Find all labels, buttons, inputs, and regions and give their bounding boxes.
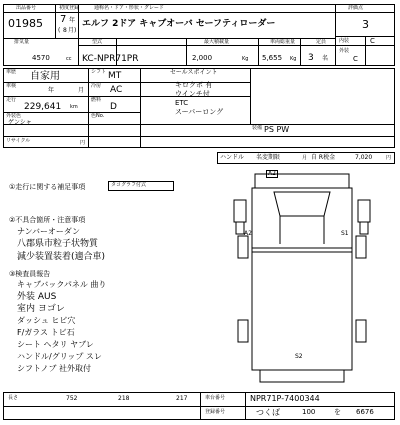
- meter-label: タコグラフ付式: [111, 182, 147, 188]
- inspection-label: 車検: [6, 83, 17, 89]
- model-code: KC-NPR71PR: [82, 54, 139, 64]
- interior-value: C: [370, 37, 375, 45]
- displacement-label: 排気量: [14, 39, 30, 45]
- history-label: 車歴: [6, 69, 17, 75]
- plate-class: 100: [302, 408, 316, 416]
- defects-heading: ②不具合箇所・注意事項: [9, 216, 86, 224]
- displacement-unit: cc: [66, 56, 72, 62]
- interior-label: 内装: [339, 38, 350, 44]
- inspector-line: 外装 AUS: [17, 292, 57, 302]
- gross-unit: Kg: [290, 56, 297, 62]
- reg-month-unit: 月: [68, 27, 75, 34]
- reg-year: 7: [60, 14, 67, 25]
- sales-points-title: セールスポイント: [170, 69, 218, 76]
- auction-sheet: 出品番号 01985 初度登録 7 年 ( 8 月 ) 通称名・ドア・形状・グレード エルフ 2ドア キャブオーバ セーフティローダー 評価点 3 排気量 4570 cc 型式 KC-NPR71PR 最大積載量 2,000 Kg 車両総重量 5,655 Kg 定員 3 名 内装 C 外装 C 車歴 自家用 シフト MT 車検 年 月 冷房 AC 走行 229,641 km 燃料 D 外装色 ゲンシャ 色No. リサイクル 円 セールスポイント キロクボ 有 ウインチ付 ETC スーパーロング 装備 PS PW ハンドル 名変期限 月 自 R税金 7,020 円 ①走行に関する補足事項 タコグラフ付式 ②不具合箇所・注意事項 ナンバーオーダン 八郡県市粒子状物質 減少装置装着(適合車) ③検査員報告 キャブバックパネル 曲り 外装 AUS 室内 ヨゴレ ダッシュ ヒビ穴 F/ガラス トビ石 シート ヘタリ ヤブレ ハンドル/グリップ スレ シフトノブ 社外取付 A2 A2 S1 S2 長さ 752 218 217 車台番号 NPR71P-7400344 登録番号 つくば 100 を 6676: [0, 0, 400, 425]
- inspection-year-unit: 年: [48, 87, 55, 94]
- owner-change-label: 名変期限: [256, 154, 281, 161]
- lot-number: 01985: [8, 17, 43, 30]
- inspector-heading: ③検査員報告: [9, 270, 51, 278]
- sales-point-item: スーパーロング: [175, 108, 224, 116]
- shift-label: シフト: [91, 69, 107, 75]
- period-unit: 月: [302, 155, 308, 161]
- history-value: 自家用: [30, 71, 60, 82]
- damage-mark: S1: [341, 230, 349, 237]
- sales-point-item: キロクボ 有: [175, 81, 213, 89]
- inspector-line: F/ガラス トビ石: [17, 328, 75, 337]
- first-reg-label: 初度登録: [59, 5, 80, 11]
- mileage-unit: km: [70, 104, 78, 110]
- inspection-month-unit: 月: [78, 87, 85, 94]
- equipment-label: 装備: [252, 125, 263, 131]
- sales-point-item: ETC: [175, 99, 189, 107]
- mileage-notes-heading: ①走行に関する補足事項: [9, 183, 86, 191]
- mileage-label: 走行: [6, 97, 17, 103]
- gross-label: 車両総重量: [270, 39, 296, 45]
- color-value: ゲンシャ: [8, 119, 32, 126]
- ac-value: AC: [110, 85, 123, 95]
- grade-label: 評価点: [348, 5, 364, 11]
- seats-unit: 名: [322, 55, 329, 62]
- reg-year-unit: 年: [69, 17, 76, 24]
- tax-unit: 円: [386, 155, 392, 161]
- seats-label: 定員: [316, 39, 327, 45]
- color-no-label: 色No.: [91, 113, 105, 119]
- tax-value: 7,020: [355, 154, 373, 161]
- inspector-line: ハンドル/グリップ スレ: [17, 352, 102, 361]
- equipment-value: PS PW: [264, 125, 290, 134]
- tax-label: 自 R税金: [311, 154, 336, 161]
- width-value: 218: [118, 395, 130, 402]
- ac-label: 冷房: [91, 83, 102, 89]
- plate-kana: を: [334, 408, 341, 416]
- mileage-value: 229,641: [24, 102, 62, 112]
- length-label: 長さ: [8, 395, 19, 401]
- recycle-label: リサイクル: [6, 138, 31, 144]
- damage-mark: A2: [268, 170, 276, 177]
- plate-region: つくば: [256, 408, 280, 417]
- inspector-line: シフトノブ 社外取付: [17, 364, 92, 373]
- reg-month: 8: [63, 27, 67, 34]
- defect-line: 八郡県市粒子状物質: [17, 239, 99, 249]
- displacement: 4570: [32, 54, 50, 62]
- inspector-line: シート ヘタリ ヤブレ: [17, 340, 94, 349]
- inspector-line: キャブバックパネル 曲り: [17, 280, 107, 289]
- chassis-label: 車台番号: [205, 395, 226, 401]
- model-name: エルフ 2ドア キャブオーバ セーフティローダー: [82, 19, 276, 29]
- ext-value: C: [353, 55, 358, 63]
- model-label: 通称名・ドア・形状・グレード: [94, 5, 164, 11]
- capacity-label: 最大積載量: [204, 39, 230, 45]
- defect-line: 減少装置装着(適合車): [17, 252, 106, 262]
- inspector-line: 室内 ヨゴレ: [17, 304, 65, 314]
- chassis-number: NPR71P-7400344: [250, 394, 320, 403]
- gross: 5,655: [262, 54, 283, 62]
- ext-label: 外装: [339, 48, 350, 54]
- fuel-value: D: [110, 102, 117, 112]
- capacity-unit: Kg: [242, 56, 249, 62]
- height-value: 217: [176, 395, 188, 402]
- damage-mark: S2: [295, 353, 303, 360]
- inspector-line: ダッシュ ヒビ穴: [17, 316, 76, 325]
- plate-number: 6676: [356, 408, 374, 416]
- fuel-label: 燃料: [91, 97, 102, 103]
- shift-value: MT: [108, 71, 122, 81]
- recycle-unit: 円: [80, 140, 86, 146]
- damage-mark: A2: [244, 230, 252, 237]
- defect-line: ナンバーオーダン: [17, 227, 80, 236]
- handle-label: ハンドル: [220, 154, 245, 161]
- lot-number-label: 出品番号: [16, 5, 37, 11]
- color-label: 外装色: [6, 113, 22, 119]
- plate-label: 登録番号: [205, 409, 226, 415]
- model-code-label: 型式: [92, 39, 103, 45]
- grade-value: 3: [362, 18, 369, 31]
- sales-point-item: ウインチ付: [175, 90, 210, 98]
- capacity: 2,000: [192, 54, 213, 62]
- seats: 3: [308, 53, 314, 63]
- length-value: 752: [66, 395, 78, 402]
